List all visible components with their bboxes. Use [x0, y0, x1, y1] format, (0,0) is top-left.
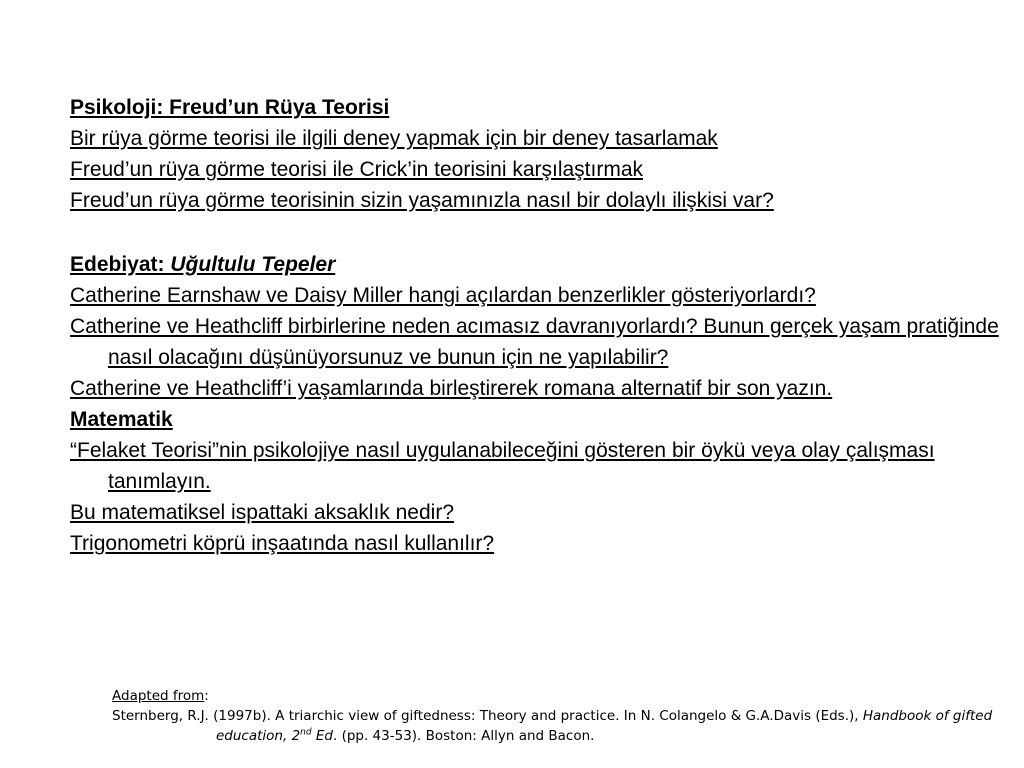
psychology-item: Freud’un rüya görme teorisi ile Crick’in teorisini karşılaştırmak	[70, 158, 644, 181]
literature-heading-title: Uğultulu Tepeler	[170, 253, 336, 276]
reference-publisher: . (pp. 43-53). Boston: Allyn and Bacon.	[332, 728, 595, 744]
adapted-from-label: Adapted from	[112, 688, 205, 704]
literature-heading-prefix: Edebiyat:	[70, 253, 165, 276]
psychology-item: Freud’un rüya görme teorisinin sizin yaşamınızla nasıl bir dolaylı ilişkisi var?	[70, 189, 774, 212]
citation-reference	[112, 706, 1002, 746]
section-spacer	[70, 216, 1005, 249]
citation	[112, 686, 1002, 746]
math-heading: Matematik	[70, 408, 173, 431]
literature-item: Catherine ve Heathcliff’i yaşamlarında birleştirerek romana alternatif bir son yazın.	[70, 377, 833, 400]
literature-heading	[70, 249, 1005, 280]
reference-text: Sternberg, R.J. (1997b). A triarchic view of giftedness: Theory and practice. In N. Colangelo & G.A.Davis (Eds.),	[112, 708, 863, 724]
adapted-from-colon: :	[204, 688, 209, 704]
slide-content	[70, 92, 1005, 559]
book-title: Handbook of gifted education, 2nd Ed	[216, 708, 993, 744]
psychology-item: Bir rüya görme teorisi ile ilgili deney yapmak için bir deney tasarlamak	[70, 127, 718, 150]
math-item: Bu matematiksel ispattaki aksaklık nedir?	[70, 501, 454, 524]
literature-item: Catherine ve Heathcliff birbirlerine neden acımasız davranıyorlardı? Bunun gerçek yaşam pratiğinde nasıl olacağını düşünüyorsunuz ve bunun için ne yapılabilir?	[70, 315, 999, 369]
edition-superscript: nd	[300, 727, 312, 738]
citation-adapted-line	[112, 686, 1002, 706]
math-item: “Felaket Teorisi”nin psikolojiye nasıl uygulanabileceğini gösteren bir öykü veya olay çalışması tanımlayın.	[70, 439, 935, 493]
psychology-heading: Psikoloji: Freud’un Rüya Teorisi	[70, 96, 390, 119]
math-item: Trigonometri köprü inşaatında nasıl kullanılır?	[70, 532, 495, 555]
literature-item: Catherine Earnshaw ve Daisy Miller hangi açılardan benzerlikler gösteriyorlardı?	[70, 284, 816, 307]
